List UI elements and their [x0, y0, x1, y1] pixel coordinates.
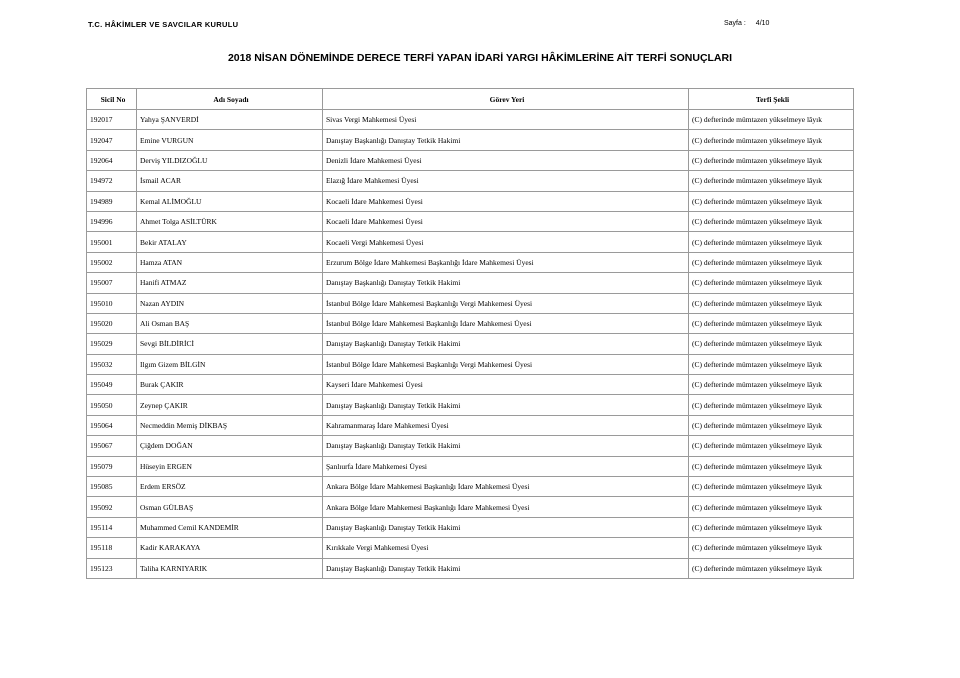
promotion-type-cell: (C) defterinde mümtazen yükselmeye lâyık — [689, 517, 854, 537]
promotion-type-cell: (C) defterinde mümtazen yükselmeye lâyık — [689, 436, 854, 456]
table-row — [87, 171, 854, 191]
promotion-type-cell: (C) defterinde mümtazen yükselmeye lâyık — [689, 354, 854, 374]
registry-no-cell: 195032 — [87, 354, 137, 374]
duty-station-cell: Kocaeli İdare Mahkemesi Üyesi — [323, 211, 689, 231]
column-header-duty-station: Görev Yeri — [323, 89, 689, 110]
registry-no-cell: 195029 — [87, 334, 137, 354]
table-header-row — [87, 89, 854, 110]
registry-no-cell: 195123 — [87, 558, 137, 578]
column-header-full-name: Adı Soyadı — [137, 89, 323, 110]
table-row — [87, 293, 854, 313]
promotion-type-cell: (C) defterinde mümtazen yükselmeye lâyık — [689, 334, 854, 354]
full-name-cell: Hüseyin ERGEN — [137, 456, 323, 476]
duty-station-cell: Kırıkkale Vergi Mahkemesi Üyesi — [323, 538, 689, 558]
promotion-type-cell: (C) defterinde mümtazen yükselmeye lâyık — [689, 456, 854, 476]
full-name-cell: İsmail ACAR — [137, 171, 323, 191]
promotion-type-cell: (C) defterinde mümtazen yükselmeye lâyık — [689, 130, 854, 150]
duty-station-cell: Şanlıurfa İdare Mahkemesi Üyesi — [323, 456, 689, 476]
duty-station-cell: Kahramanmaraş İdare Mahkemesi Üyesi — [323, 415, 689, 435]
promotion-type-cell: (C) defterinde mümtazen yükselmeye lâyık — [689, 313, 854, 333]
full-name-cell: Yahya ŞANVERDİ — [137, 110, 323, 130]
registry-no-cell: 195067 — [87, 436, 137, 456]
column-header-registry-no: Sicil No — [87, 89, 137, 110]
registry-no-cell: 194989 — [87, 191, 137, 211]
duty-station-cell: Denizli İdare Mahkemesi Üyesi — [323, 150, 689, 170]
duty-station-cell: Danıştay Başkanlığı Danıştay Tetkik Hakimi — [323, 517, 689, 537]
registry-no-cell: 192047 — [87, 130, 137, 150]
full-name-cell: Zeynep ÇAKIR — [137, 395, 323, 415]
registry-no-cell: 194972 — [87, 171, 137, 191]
duty-station-cell: Erzurum Bölge İdare Mahkemesi Başkanlığı İdare Mahkemesi Üyesi — [323, 252, 689, 272]
table-row — [87, 354, 854, 374]
full-name-cell: Nazan AYDIN — [137, 293, 323, 313]
full-name-cell: Derviş YILDIZOĞLU — [137, 150, 323, 170]
table-row — [87, 477, 854, 497]
table-row — [87, 313, 854, 333]
organization-name: T.C. HÂKİMLER VE SAVCILAR KURULU — [88, 20, 239, 29]
table-row — [87, 436, 854, 456]
full-name-cell: Ahmet Tolga ASİLTÜRK — [137, 211, 323, 231]
table-row — [87, 273, 854, 293]
duty-station-cell: Danıştay Başkanlığı Danıştay Tetkik Hakimi — [323, 273, 689, 293]
duty-station-cell: Danıştay Başkanlığı Danıştay Tetkik Hakimi — [323, 334, 689, 354]
full-name-cell: Burak ÇAKIR — [137, 375, 323, 395]
promotion-type-cell: (C) defterinde mümtazen yükselmeye lâyık — [689, 538, 854, 558]
page-indicator — [724, 20, 769, 27]
table-row — [87, 497, 854, 517]
duty-station-cell: Elazığ İdare Mahkemesi Üyesi — [323, 171, 689, 191]
duty-station-cell: Danıştay Başkanlığı Danıştay Tetkik Hakimi — [323, 436, 689, 456]
page-label: Sayfa : — [724, 20, 746, 27]
table-row — [87, 395, 854, 415]
promotion-type-cell: (C) defterinde mümtazen yükselmeye lâyık — [689, 211, 854, 231]
duty-station-cell: Kayseri İdare Mahkemesi Üyesi — [323, 375, 689, 395]
table-row — [87, 211, 854, 231]
table-row — [87, 538, 854, 558]
table-row — [87, 130, 854, 150]
promotion-type-cell: (C) defterinde mümtazen yükselmeye lâyık — [689, 293, 854, 313]
table-row — [87, 517, 854, 537]
full-name-cell: Ilgım Gizem BİLGİN — [137, 354, 323, 374]
duty-station-cell: İstanbul Bölge İdare Mahkemesi Başkanlığı İdare Mahkemesi Üyesi — [323, 313, 689, 333]
full-name-cell: Hanifi ATMAZ — [137, 273, 323, 293]
duty-station-cell: Ankara Bölge İdare Mahkemesi Başkanlığı İdare Mahkemesi Üyesi — [323, 497, 689, 517]
table-row — [87, 375, 854, 395]
page-number: 4/10 — [755, 20, 770, 27]
table-row — [87, 191, 854, 211]
promotion-type-cell: (C) defterinde mümtazen yükselmeye lâyık — [689, 477, 854, 497]
registry-no-cell: 195010 — [87, 293, 137, 313]
duty-station-cell: Danıştay Başkanlığı Danıştay Tetkik Hakimi — [323, 395, 689, 415]
promotion-results-table — [86, 88, 854, 579]
full-name-cell: Emine VURGUN — [137, 130, 323, 150]
registry-no-cell: 195007 — [87, 273, 137, 293]
registry-no-cell: 195118 — [87, 538, 137, 558]
table-row — [87, 456, 854, 476]
duty-station-cell: Kocaeli İdare Mahkemesi Üyesi — [323, 191, 689, 211]
column-header-promotion-type: Terfi Şekli — [689, 89, 854, 110]
full-name-cell: Bekir ATALAY — [137, 232, 323, 252]
registry-no-cell: 195001 — [87, 232, 137, 252]
full-name-cell: Kadir KARAKAYA — [137, 538, 323, 558]
full-name-cell: Kemal ALİMOĞLU — [137, 191, 323, 211]
registry-no-cell: 194996 — [87, 211, 137, 231]
full-name-cell: Taliha KARNIYARIK — [137, 558, 323, 578]
table-row — [87, 252, 854, 272]
full-name-cell: Ali Osman BAŞ — [137, 313, 323, 333]
registry-no-cell: 195079 — [87, 456, 137, 476]
table-row — [87, 232, 854, 252]
full-name-cell: Sevgi BİLDİRİCİ — [137, 334, 323, 354]
promotion-type-cell: (C) defterinde mümtazen yükselmeye lâyık — [689, 497, 854, 517]
registry-no-cell: 195020 — [87, 313, 137, 333]
promotion-type-cell: (C) defterinde mümtazen yükselmeye lâyık — [689, 375, 854, 395]
duty-station-cell: Danıştay Başkanlığı Danıştay Tetkik Hakimi — [323, 130, 689, 150]
promotion-type-cell: (C) defterinde mümtazen yükselmeye lâyık — [689, 171, 854, 191]
registry-no-cell: 192017 — [87, 110, 137, 130]
registry-no-cell: 195064 — [87, 415, 137, 435]
table-row — [87, 150, 854, 170]
promotion-type-cell: (C) defterinde mümtazen yükselmeye lâyık — [689, 252, 854, 272]
full-name-cell: Çiğdem DOĞAN — [137, 436, 323, 456]
duty-station-cell: Kocaeli Vergi Mahkemesi Üyesi — [323, 232, 689, 252]
duty-station-cell: Danıştay Başkanlığı Danıştay Tetkik Hakimi — [323, 558, 689, 578]
duty-station-cell: Ankara Bölge İdare Mahkemesi Başkanlığı İdare Mahkemesi Üyesi — [323, 477, 689, 497]
registry-no-cell: 195085 — [87, 477, 137, 497]
duty-station-cell: İstanbul Bölge İdare Mahkemesi Başkanlığı Vergi Mahkemesi Üyesi — [323, 354, 689, 374]
promotion-type-cell: (C) defterinde mümtazen yükselmeye lâyık — [689, 395, 854, 415]
registry-no-cell: 192064 — [87, 150, 137, 170]
promotion-type-cell: (C) defterinde mümtazen yükselmeye lâyık — [689, 558, 854, 578]
promotion-type-cell: (C) defterinde mümtazen yükselmeye lâyık — [689, 232, 854, 252]
full-name-cell: Muhammed Cemil KANDEMİR — [137, 517, 323, 537]
full-name-cell: Osman GÜLBAŞ — [137, 497, 323, 517]
table-row — [87, 334, 854, 354]
registry-no-cell: 195002 — [87, 252, 137, 272]
registry-no-cell: 195092 — [87, 497, 137, 517]
promotion-type-cell: (C) defterinde mümtazen yükselmeye lâyık — [689, 110, 854, 130]
promotion-type-cell: (C) defterinde mümtazen yükselmeye lâyık — [689, 415, 854, 435]
table-row — [87, 110, 854, 130]
full-name-cell: Hamza ATAN — [137, 252, 323, 272]
full-name-cell: Necmeddin Memiş DİKBAŞ — [137, 415, 323, 435]
duty-station-cell: Sivas Vergi Mahkemesi Üyesi — [323, 110, 689, 130]
promotion-type-cell: (C) defterinde mümtazen yükselmeye lâyık — [689, 150, 854, 170]
table-row — [87, 558, 854, 578]
table-row — [87, 415, 854, 435]
registry-no-cell: 195050 — [87, 395, 137, 415]
registry-no-cell: 195114 — [87, 517, 137, 537]
registry-no-cell: 195049 — [87, 375, 137, 395]
full-name-cell: Erdem ERSÖZ — [137, 477, 323, 497]
document-title: 2018 NİSAN DÖNEMİNDE DERECE TERFİ YAPAN İDARİ YARGI HÂKİMLERİNE AİT TERFİ SONUÇLARI — [227, 52, 733, 64]
duty-station-cell: İstanbul Bölge İdare Mahkemesi Başkanlığı Vergi Mahkemesi Üyesi — [323, 293, 689, 313]
promotion-type-cell: (C) defterinde mümtazen yükselmeye lâyık — [689, 191, 854, 211]
promotion-type-cell: (C) defterinde mümtazen yükselmeye lâyık — [689, 273, 854, 293]
